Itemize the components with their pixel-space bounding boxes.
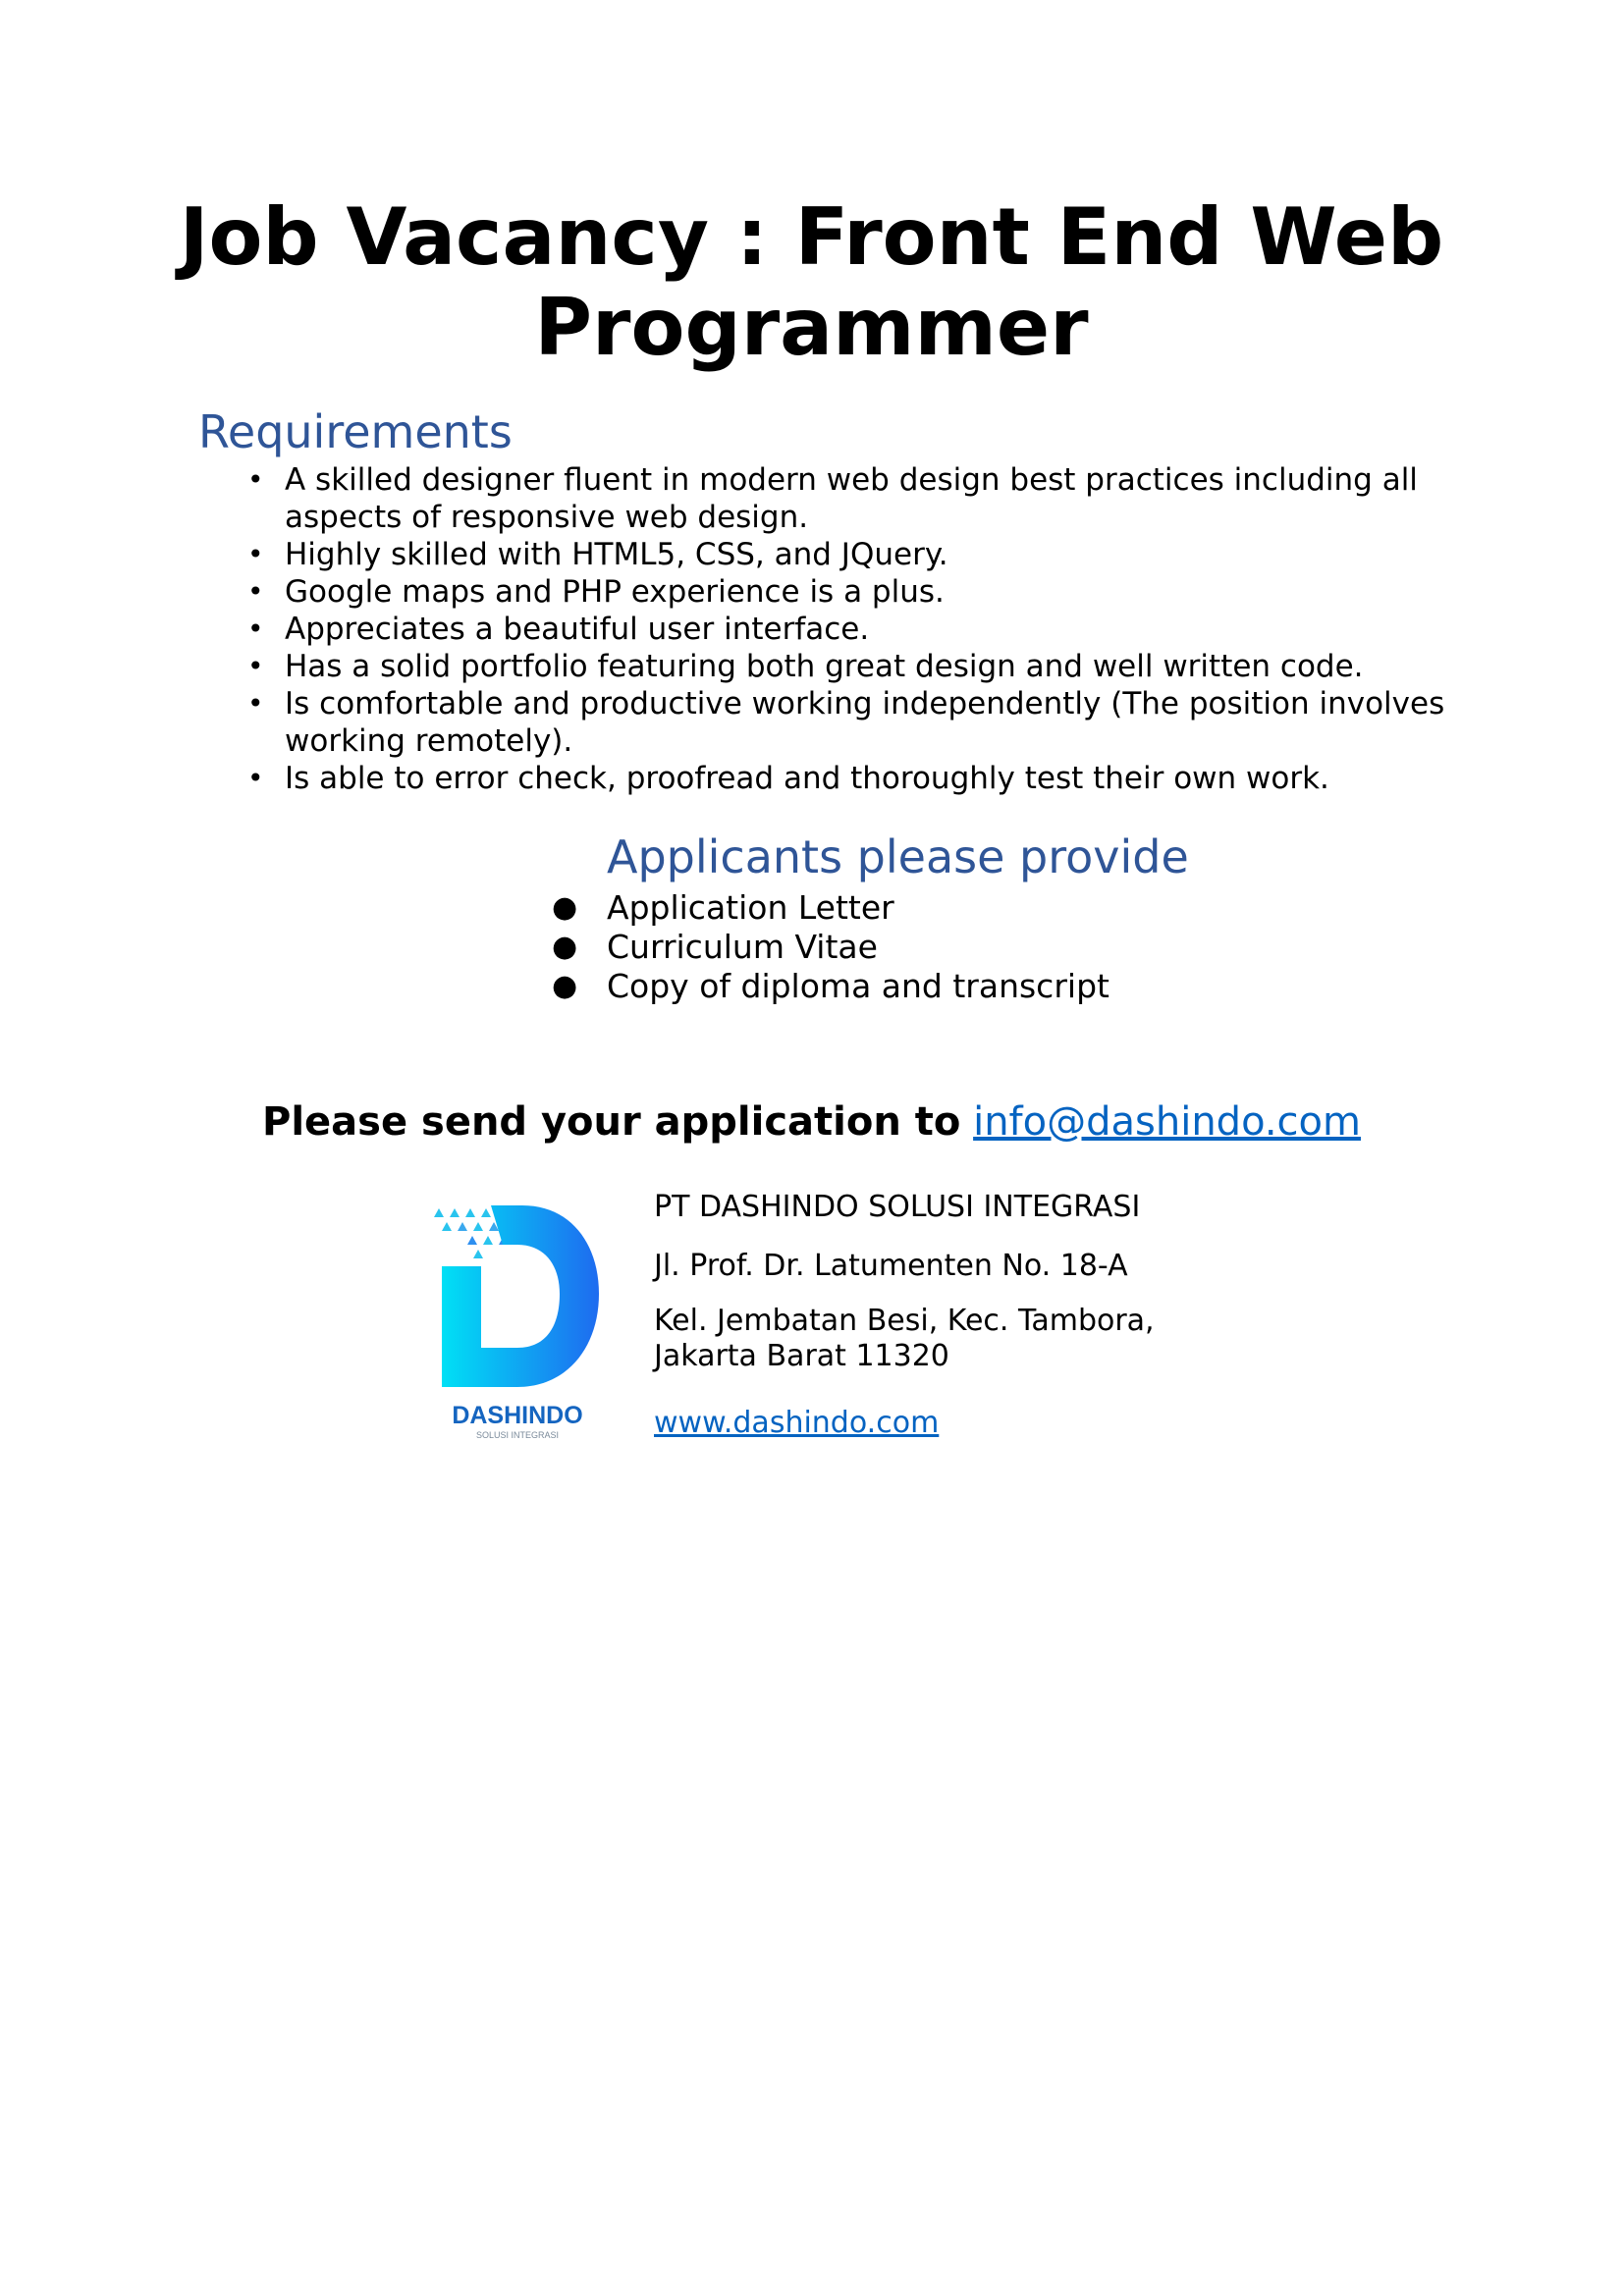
list-item-text: Copy of diploma and transcript xyxy=(607,967,1109,1005)
email-link[interactable]: info@dashindo.com xyxy=(973,1099,1361,1145)
company-street: Jl. Prof. Dr. Latumenten No. 18-A xyxy=(654,1249,1128,1283)
bullet-icon: • xyxy=(247,613,264,645)
bullet-icon: • xyxy=(247,650,264,682)
list-item xyxy=(550,928,1109,967)
list-item-text: Has a solid portfolio featuring both great design and well written code. xyxy=(285,649,1364,684)
list-item-text: Appreciates a beautiful user interface. xyxy=(285,612,870,647)
send-application-label: Please send your application to xyxy=(262,1099,961,1145)
list-item-text: Application Letter xyxy=(607,888,894,927)
bullet-icon: • xyxy=(247,463,264,496)
company-city: Jakarta Barat 11320 xyxy=(654,1339,949,1373)
bullet-icon: • xyxy=(247,538,264,570)
list-item-text: Curriculum Vitae xyxy=(607,928,878,966)
bullet-icon: • xyxy=(247,687,264,720)
list-item xyxy=(245,573,1473,611)
company-name: PT DASHINDO SOLUSI INTEGRASI xyxy=(654,1190,1141,1224)
bullet-icon: • xyxy=(247,575,264,608)
logo-tagline: SOLUSI INTEGRASI xyxy=(475,1430,560,1440)
list-item xyxy=(550,967,1109,1006)
requirements-list xyxy=(245,461,1473,797)
bullet-icon: ● xyxy=(552,969,578,1003)
list-item xyxy=(245,648,1473,685)
page-title xyxy=(0,192,1623,373)
bullet-icon: • xyxy=(247,762,264,794)
bullet-icon: ● xyxy=(552,930,578,964)
requirements-heading: Requirements xyxy=(198,405,513,458)
logo-wordmark: DASHINDO xyxy=(452,1402,583,1429)
list-item xyxy=(245,611,1473,648)
list-item-text: Highly skilled with HTML5, CSS, and JQuery. xyxy=(285,537,948,572)
list-item xyxy=(245,461,1473,536)
list-item-text: Google maps and PHP experience is a plus. xyxy=(285,574,945,610)
list-item xyxy=(550,888,1109,928)
list-item-text: Is able to error check, proofread and thoroughly test their own work. xyxy=(285,761,1329,796)
company-district: Kel. Jembatan Besi, Kec. Tambora, xyxy=(654,1304,1155,1338)
send-application-line xyxy=(0,1097,1623,1147)
list-item-text: Is comfortable and productive working independently (The position involves working remotely). xyxy=(285,686,1445,759)
list-item xyxy=(245,685,1473,760)
dashindo-logo xyxy=(424,1205,621,1451)
list-item xyxy=(245,760,1473,797)
d-letter-shape xyxy=(442,1205,599,1387)
list-item xyxy=(245,536,1473,573)
page-title-line-1: Job Vacancy : Front End Web xyxy=(179,191,1444,283)
list-item-text: A skilled designer fluent in modern web design best practices including all aspects of responsive web design. xyxy=(285,462,1418,535)
applicants-list xyxy=(550,888,1109,1006)
website-link[interactable]: www.dashindo.com xyxy=(654,1406,940,1440)
bullet-icon: ● xyxy=(552,890,578,925)
page-title-line-2: Programmer xyxy=(534,282,1089,373)
applicants-heading: Applicants please provide xyxy=(607,830,1189,883)
